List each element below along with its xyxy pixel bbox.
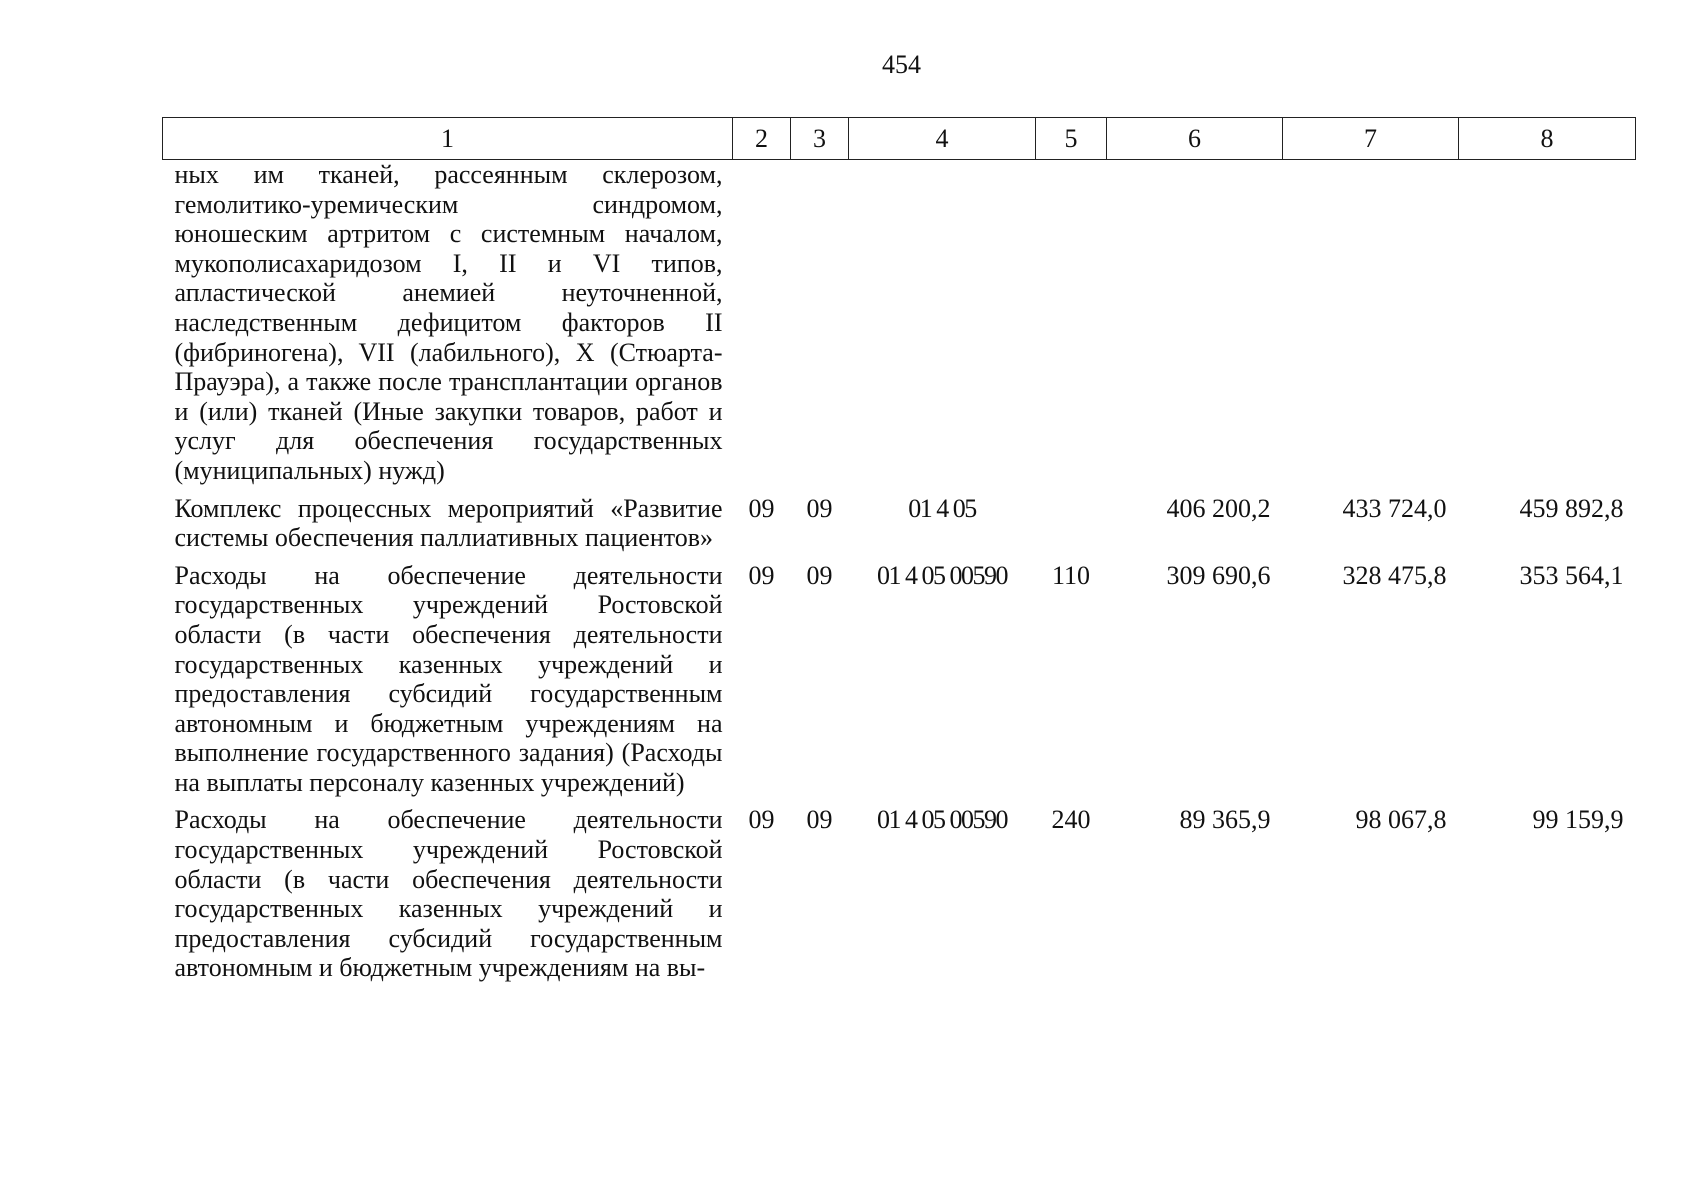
header-row [163,118,1636,160]
row-year-1: 309 690,6 [1166,560,1271,590]
header-col-3: 3 [791,118,849,160]
row-vr: 110 [1051,560,1091,590]
row-pr: 09 [806,560,833,590]
row-csr [849,160,1036,486]
row-year-3: 99 159,9 [1532,805,1624,835]
row-year-1 [1107,160,1283,486]
row-rz: 09 [748,560,775,590]
row-vr [1036,160,1107,486]
row-description: Расходы на обеспечение деятельности государственных учреждений Ростовской области (в части обеспечения деятельности государственных казенных учреждений и предоставления субсидий государственным автономным и бюджетным учреждениям на выполнение государственного задания) (Расходы на выплаты персоналу казенных учреждений) [174,560,723,797]
row-description: Расходы на обеспечение деятельности государственных учреждений Ростовской области (в части обеспечения деятельности государственных казенных учреждений и предоставления субсидий государственным автономным и бюджетным учреждениям на вы- [174,805,723,983]
row-year-3: 353 564,1 [1519,560,1624,590]
row-rz: 09 [748,805,775,835]
row-year-2: 328 475,8 [1342,560,1447,590]
row-csr: 01 4 05 [908,493,976,523]
row-year-2 [1283,160,1459,486]
row-vr: 240 [1051,805,1091,835]
header-col-5: 5 [1036,118,1107,160]
table-row [163,160,1636,486]
row-year-3: 459 892,8 [1519,493,1624,523]
row-year-3 [1459,160,1636,486]
row-csr: 01 4 05 00590 [877,805,1007,835]
row-csr: 01 4 05 00590 [877,560,1007,590]
row-description: ных им тканей, рассеянным склерозом, гемолитико-уремическим синдромом, юношеским артритом с системным началом, мукополисахаридозом I, II и VI типов, апластической анемией неуточненной, наследственным дефицитом факторов II (фибриногена), VII (лабильного), X (Стюарта-Прауэра), а также после трансплантации органов и (или) тканей (Иные закупки товаров, работ и услуг для обеспечения государственных (муниципальных) нужд) [174,160,723,485]
header-col-2: 2 [733,118,791,160]
row-rz [733,160,791,486]
table-row [163,486,1636,553]
row-pr [791,160,849,486]
row-year-1: 89 365,9 [1179,805,1271,835]
row-year-2: 98 067,8 [1355,805,1447,835]
table-body [163,160,1636,984]
header-col-1: 1 [163,118,733,160]
budget-table [162,117,1636,983]
row-pr: 09 [806,493,833,523]
table-row [163,553,1636,798]
row-pr: 09 [806,805,833,835]
page-number: 454 [882,50,921,79]
header-col-4: 4 [849,118,1036,160]
header-col-8: 8 [1459,118,1636,160]
row-year-1: 406 200,2 [1166,493,1271,523]
table-header [163,118,1636,160]
header-col-7: 7 [1283,118,1459,160]
row-year-2: 433 724,0 [1342,493,1447,523]
header-col-6: 6 [1107,118,1283,160]
row-rz: 09 [748,493,775,523]
table-row [163,797,1636,983]
row-description: Комплекс процессных мероприятий «Развитие системы обеспечения паллиативных пациентов» [174,493,723,553]
row-vr [1036,486,1107,553]
